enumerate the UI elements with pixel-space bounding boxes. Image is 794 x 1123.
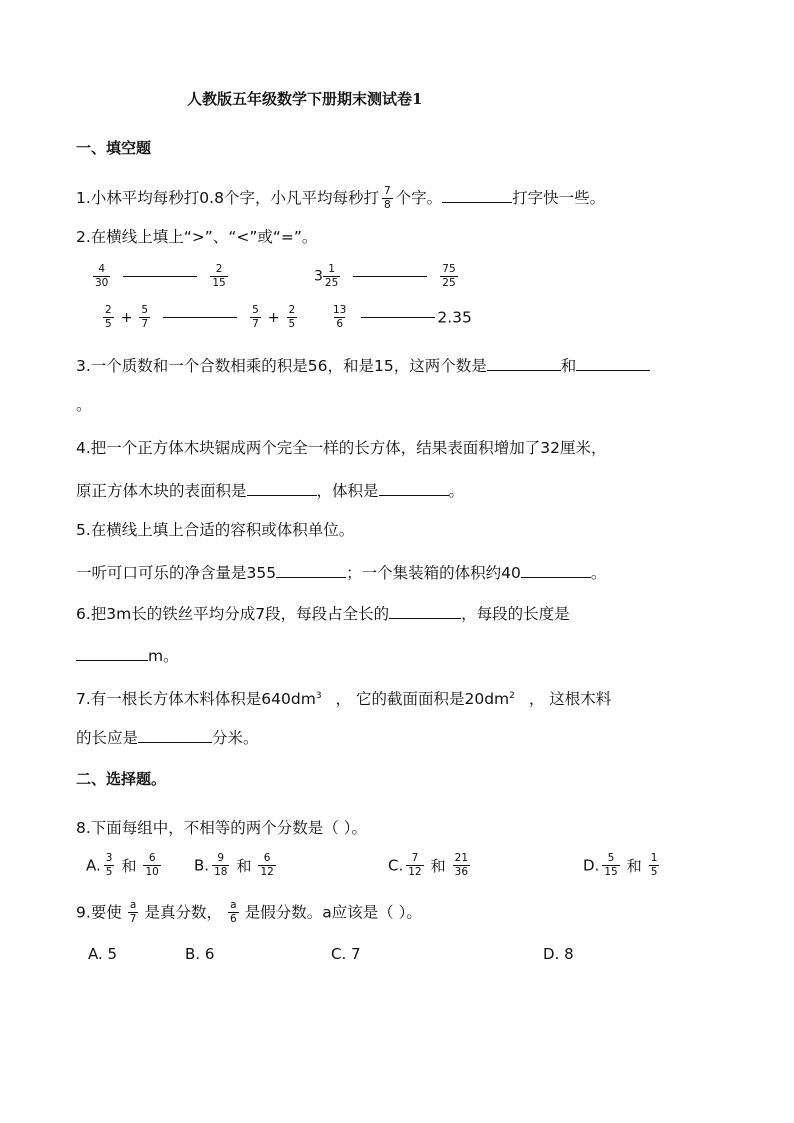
question-9: 9.要使 $\frac{a}{7}$ 是真分数， $\frac{a}{6}$ 是假分数。a应该是（ ）。 [76, 899, 422, 925]
q2-r2-decimal: 2.35 [437, 308, 472, 327]
q2-compare-row-2a: $\frac{2}{5}$ + $\frac{5}{7}$ $\frac{5}{7}$ + $\frac{2}{5}$ [105, 304, 296, 330]
q2-r1-mixed-whole: 3 [314, 268, 323, 285]
page-title: 人教版五年级数学下册期末测试卷1 [187, 90, 423, 108]
question-7-line-2: 的长应是 分米。 [76, 729, 259, 747]
q1-text-b: 个字。 [395, 189, 443, 207]
question-7-line-1: 7.有一根长方体木料体积是$640dm^3$ ， 它的截面面积是$20dm^2$ ， 这根木料 [76, 690, 612, 709]
q2-r1-blank-a[interactable] [123, 276, 197, 277]
q7-answer-blank[interactable] [138, 727, 212, 743]
q2-r2-fraction-c: $\frac{5}{7}$ [252, 304, 259, 330]
q9-option-b[interactable]: B. 6 [185, 945, 215, 963]
q1-text-a: 1.小林平均每秒打0.8个字，小凡平均每秒打 [76, 189, 379, 207]
question-6-line-1: 6.把3m长的铁丝平均分成7段，每段占全长的 ，每段的长度是 [76, 605, 570, 623]
q9-option-c[interactable]: C. 7 [331, 945, 361, 963]
question-4-line-1: 4.把一个正方体木块锯成两个完全一样的长方体，结果表面积增加了32厘米， [76, 439, 607, 457]
question-8: 8.下面每组中，不相等的两个分数是（ ）。 [76, 819, 367, 837]
q1-fraction: $\frac{7}{8}$ [383, 185, 391, 211]
q2-r2-blank-b[interactable] [361, 317, 435, 318]
q2-r2-fraction-d: $\frac{2}{5}$ [288, 304, 296, 330]
q8-option-a[interactable]: A. $\frac{3}{5}$ 和 $\frac{6}{10}$ [86, 852, 159, 878]
q8-option-b[interactable]: B. $\frac{9}{18}$ 和 $\frac{6}{12}$ [194, 852, 274, 878]
q3-answer-blank-1[interactable] [487, 355, 561, 371]
q4-answer-blank-1[interactable] [247, 480, 317, 496]
q2-compare-row-1a [90, 264, 231, 289]
question-4-line-2: 原正方体木块的表面积是 ，体积是 。 [76, 482, 465, 500]
question-3: 3.一个质数和一个合数相乘的积是56，和是15，这两个数是 和 [76, 355, 650, 376]
q2-r2-fraction-a: $\frac{2}{5}$ [105, 304, 112, 330]
q5-answer-blank-1[interactable] [276, 562, 346, 578]
q1-answer-blank[interactable] [442, 187, 512, 203]
q2-r1-fraction-a: $\frac{4}{30}$ [95, 263, 109, 289]
q2-r2-fraction-e: $\frac{13}{6}$ [333, 304, 347, 330]
q6-answer-blank-2[interactable] [76, 645, 148, 661]
section-fill-blank-heading: 一、填空题 [76, 139, 152, 157]
question-5-line-1: 5.在横线上填上合适的容积或体积单位。 [76, 521, 355, 539]
question-1 [76, 186, 605, 211]
q2-r2-blank-a[interactable] [163, 317, 237, 318]
q8-option-d[interactable]: D. $\frac{5}{15}$ 和 $\frac{1}{5}$ [583, 852, 658, 878]
q2-r2-fraction-b: $\frac{5}{7}$ [141, 304, 149, 330]
q2-r1-fraction-c: $\frac{1}{25}$ [324, 263, 339, 289]
q2-compare-row-2b [328, 305, 472, 330]
q8-option-c[interactable]: C. $\frac{7}{12}$ 和 $\frac{21}{36}$ [388, 852, 469, 878]
q2-r1-fraction-b: $\frac{2}{15}$ [212, 263, 226, 289]
q3-end: 。 [76, 396, 92, 414]
q2-r1-fraction-d: $\frac{75}{25}$ [442, 263, 456, 289]
q5-answer-blank-2[interactable] [521, 562, 591, 578]
question-2: 2.在横线上填上“>”、“<”或“=”。 [76, 228, 318, 246]
q9-option-d[interactable]: D. 8 [543, 945, 574, 963]
q9-option-a[interactable]: A. 5 [88, 945, 118, 963]
q1-text-c: 打字快一些。 [512, 189, 606, 207]
section-choice-heading: 二、选择题。 [76, 770, 167, 788]
question-6-line-2: m。 [76, 645, 179, 666]
q6-answer-blank-1[interactable] [389, 603, 461, 619]
q2-compare-row-1b [314, 264, 461, 289]
q2-r1-blank-b[interactable] [353, 276, 427, 277]
q3-answer-blank-2[interactable] [576, 355, 650, 371]
q4-answer-blank-2[interactable] [379, 480, 449, 496]
question-5-line-2: 一听可口可乐的净含量是355 ；一个集装箱的体积约40 。 [76, 564, 607, 582]
